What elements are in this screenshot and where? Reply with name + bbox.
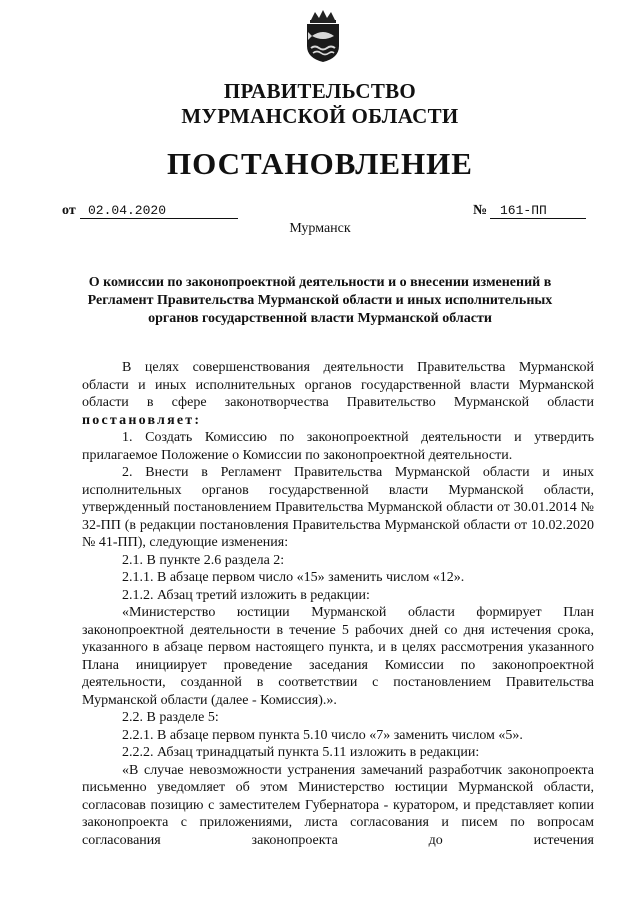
paragraph-item-2: 2. Внести в Регламент Правительства Мурманской области и иных исполнительных органов государственной власти Мурманской области, утвержденный постановлением Правительства Мурманской области от 30.01.2014 № 32-ПП (в редакции постановления Правительства Мурманской области от 10.02.2020 № 41-ПП), следующие изменения: [82,465,594,550]
document-date: 02.04.2020 [80,203,238,219]
heading-line: Регламент Правительства Мурманской области и иных исполнительных [87,293,553,308]
document-body [82,359,594,849]
paragraph-preamble [82,359,594,429]
paragraph-item-2-2: 2.2. В разделе 5: [122,710,219,725]
date-label: от [62,203,76,218]
number-label: № [473,203,488,218]
paragraph-item-2-1-2: 2.1.2. Абзац третий изложить в редакции: [122,587,370,603]
document-number: 161-ПП [490,203,586,219]
heading-line: О комиссии по законопроектной деятельности и о внесении изменений в [88,275,552,290]
paragraph-item-2-2-1: 2.2.1. В абзаце первом пункта 5.10 число «7» заменить числом «5». [122,727,523,743]
coat-of-arms-icon [302,8,344,64]
paragraph-item-2-2-2: 2.2.2. Абзац тринадцатый пункта 5.11 изложить в редакции: [122,745,480,760]
heading-line: органов государственной власти Мурманской области [148,311,492,326]
resolves-word: постановляет: [82,412,202,428]
paragraph-item-1: 1. Создать Комиссию по законопроектной деятельности и утвердить прилагаемое Положение о Комиссии по законопроектной деятельности. [82,430,594,463]
city: Мурманск [289,221,351,236]
paragraph-item-2-1: 2.1. В пункте 2.6 раздела 2: [122,552,285,568]
paragraph-item-2-1-1: 2.1.1. В абзаце первом число «15» заменить числом «12». [122,570,465,585]
document-heading [70,274,570,328]
preamble-text: В целях совершенствования деятельности Правительства Мурманской области и иных исполнительных органов государственной власти Мурманской области в сфере законотворчества Правительство Мурманской области [82,360,594,410]
paragraph-quote-2: «В случае невозможности устранения замечаний разработчик законопроекта письменно уведомляет об этом Министерство юстиции Мурманской области, согласовав позицию с заместителем Губернатора - куратором, и представляет копии законопроекта с приложениями, листа согласования и писем по вопросам согласования законопроекта до истечения [82,762,594,848]
org-name-line1: ПРАВИТЕЛЬСТВО [223,79,417,103]
paragraph-quote-1: «Министерство юстиции Мурманской области формирует План законопроектной деятельности в течение 5 рабочих дней со дня истечения срока, указанного в абзаце первом настоящего пункта, и в целях рассмотрения указанного Плана инициирует проведение заседания Комиссии по законопроектной деятельности, созданной в соответствии с постановлением Правительства Мурманской области (далее - Комиссия).». [82,605,594,708]
org-name-line2: МУРМАНСКОЙ ОБЛАСТИ [181,104,459,128]
document-type: ПОСТАНОВЛЕНИЕ [167,146,473,181]
